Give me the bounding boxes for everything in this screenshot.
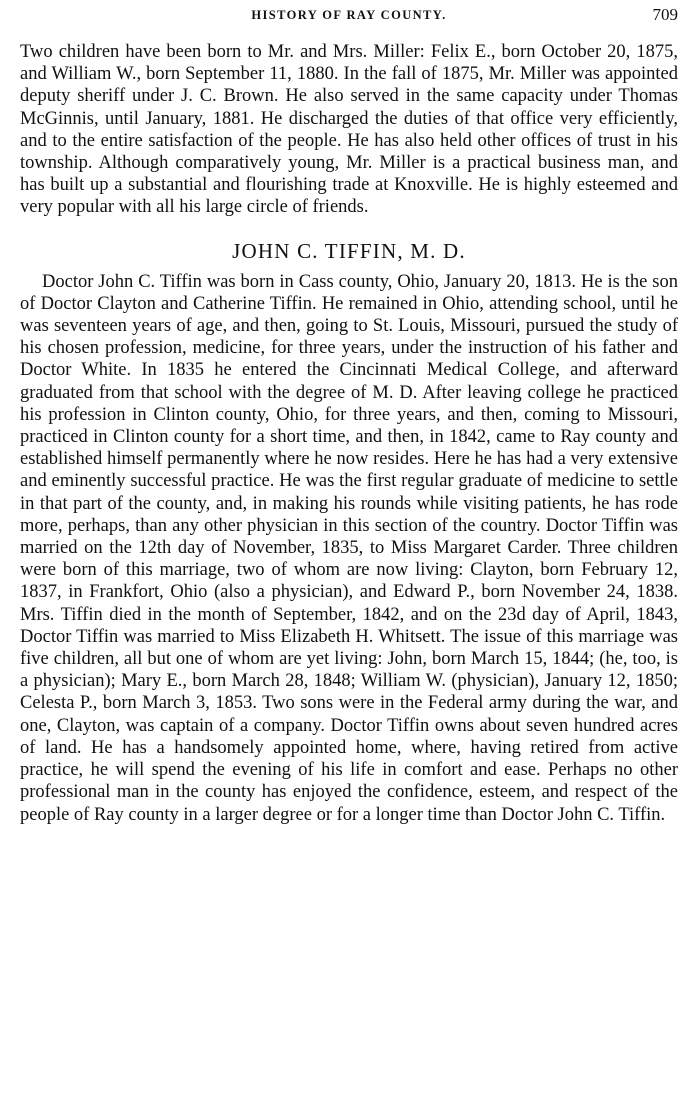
section-heading: JOHN C. TIFFIN, M. D. [232,238,466,263]
running-title: HISTORY OF RAY COUNTY. [251,8,447,22]
running-header [20,0,678,30]
miller-biography-paragraph: Two children have been born to Mr. and Mrs. Miller: Felix E., born October 20, 1875, and William W., born September 11, 1880. In the fall of 1875, Mr. Miller was appointed deputy sheriff under J. C. Brown. He also served in the same capacity under Thomas McGinnis, until January, 1881. He discharged the duties of that office very efficiently, and to the entire satisfaction of the people. He has also held other offices of trust in his township. Although comparatively young, Mr. Miller is a practical business man, and has built up a substantial and flourishing trade at Knoxville. He is highly esteemed and very popular with all his large circle of friends. [20,42,678,218]
page-number: 709 [652,5,678,24]
tiffin-biography-paragraph: Doctor John C. Tiffin was born in Cass county, Ohio, January 20, 1813. He is the son of Doctor Clayton and Catherine Tiffin. He remained in Ohio, attending school, until he was seventeen years of age, and then, going to St. Louis, Missouri, pursued the study of his chosen profession, medicine, for three years, under the instruction of his father and Doctor White. In 1835 he entered the Cincinnati Medical College, and afterward graduated from that school with the degree of M. D. After leaving college he practiced his profession in Clinton county, Ohio, for three years, and then, coming to Missouri, practiced in Clinton county for a short time, and then, in 1842, came to Ray county and established himself permanently where he now resides. Here he has had a very extensive and eminently successful practice. He was the first regular graduate of medicine to settle in that part of the county, and, in making his rounds while visiting patients, he has rode more, perhaps, than any other physician in this section of the country. Doctor Tiffin was married on the 12th day of November, 1835, to Miss Margaret Carder. Three children were born of this marriage, two of whom are now living: Clayton, born February 12, 1837, in Frankfort, Ohio (also a physician), and Edward P., born November 24, 1838. Mrs. Tiffin died in the month of September, 1842, and on the 23d day of April, 1843, Doctor Tiffin was married to Miss Elizabeth H. Whitsett. The issue of this marriage was five children, all but one of whom are yet living: John, born March 15, 1844; (he, too, is a physician); Mary E., born March 28, 1848; William W. (physician), January 12, 1850; Celesta P., born March 3, 1853. Two sons were in the Federal army during the war, and one, Clayton, was captain of a company. Doctor Tiffin owns about seven hundred acres of land. He has a handsomely appointed home, where, having retired from active practice, he will spend the evening of his life in comfort and ease. Perhaps no other professional man in the county has enjoyed the confidence, esteem, and respect of the people of Ray county in a larger degree or for a longer time than Doctor John C. Tiffin. [20,271,678,825]
